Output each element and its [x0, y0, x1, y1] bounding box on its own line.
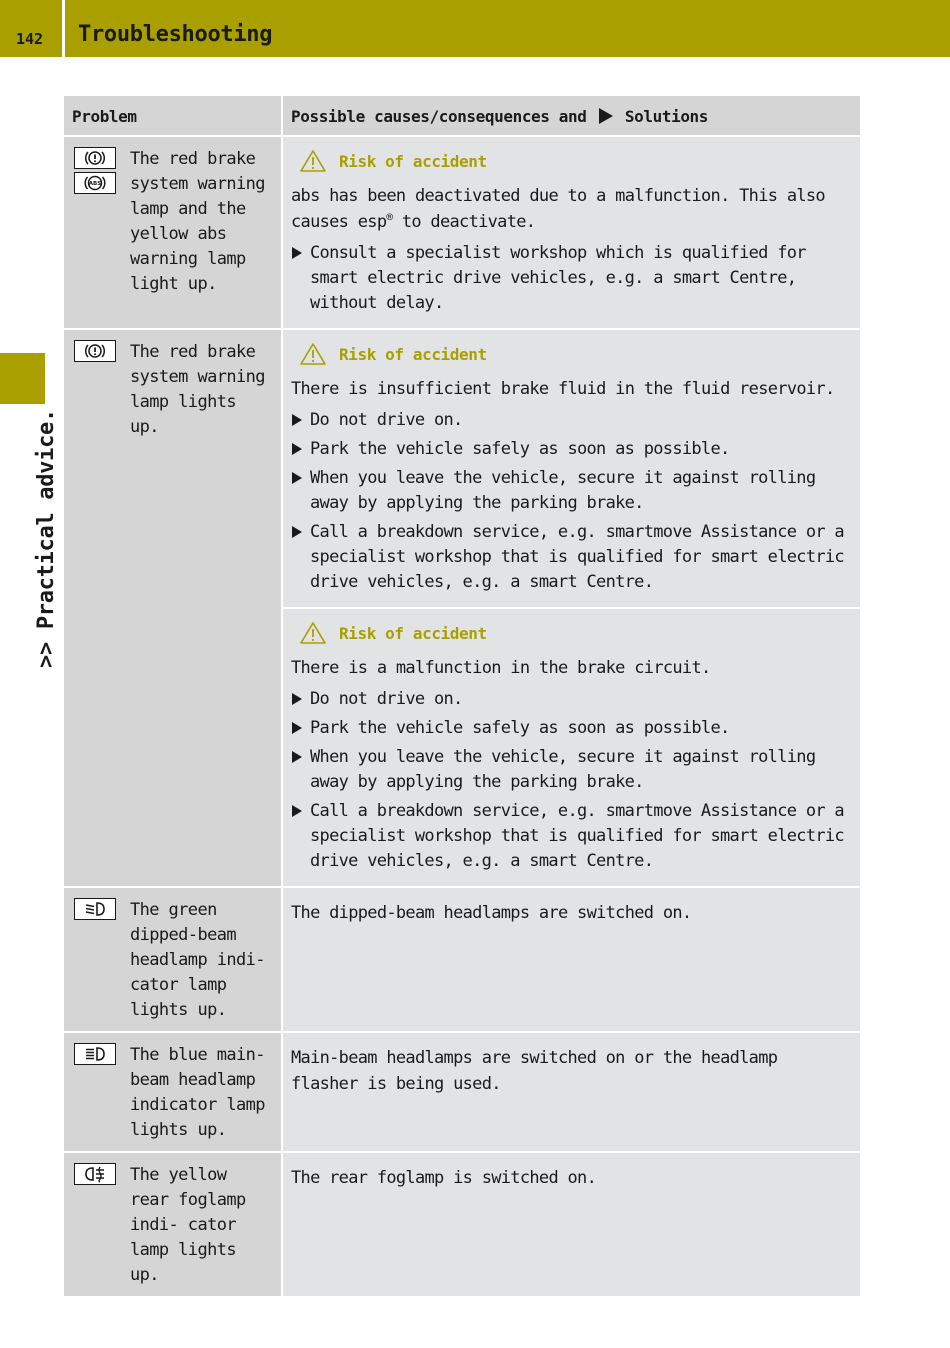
warning-heading	[299, 342, 852, 366]
solution-cell	[282, 329, 860, 608]
solution-text-part: abs has been deactivated due to a malfunction. This also causes esp	[291, 186, 825, 232]
solution-cell	[282, 608, 860, 887]
table-row	[64, 887, 860, 1032]
column-header-problem: Problem	[64, 96, 282, 136]
problem-text: The blue main- beam headlamp indicator lamp lights up.	[130, 1045, 265, 1140]
svg-text:ABS: ABS	[88, 181, 102, 187]
problem-text: The red brake system warning lamp and the yellow abs warning lamp light up.	[130, 149, 265, 294]
solution-step: When you leave the vehicle, secure it against rolling away by applying the parking brake.	[291, 745, 852, 795]
problem-cell	[64, 136, 282, 329]
rear-foglamp-icon	[74, 1163, 116, 1185]
solution-text	[291, 183, 852, 235]
table-row	[64, 136, 860, 329]
table-header-row	[64, 96, 860, 136]
header-divider	[62, 0, 65, 57]
problem-text: The green dipped-beam headlamp indi- cator lamp lights up.	[130, 900, 265, 1020]
problem-cell	[64, 887, 282, 1032]
solution-step: Do not drive on.	[291, 687, 852, 712]
solution-step: Call a breakdown service, e.g. smartmove Assistance or a specialist workshop that is qualified for smart electric drive vehicles, e.g. a smart Centre.	[291, 799, 852, 874]
side-tab-marker	[0, 353, 45, 404]
solution-steps	[291, 241, 852, 316]
warning-triangle-icon	[299, 621, 327, 645]
warning-label: Risk of accident	[339, 151, 487, 171]
section-title: Troubleshooting	[78, 22, 273, 47]
problem-cell	[64, 1152, 282, 1297]
registered-mark: ®	[386, 210, 393, 224]
side-section-label: >> Practical advice.	[34, 409, 59, 668]
solution-text-part: to deactivate.	[392, 212, 536, 232]
solution-cell	[282, 1032, 860, 1152]
solution-cell	[282, 1152, 860, 1297]
solution-steps	[291, 687, 852, 874]
solution-cell	[282, 887, 860, 1032]
solution-text: There is insufficient brake fluid in the fluid reservoir.	[291, 379, 835, 399]
warning-label: Risk of accident	[339, 623, 487, 643]
troubleshooting-table	[64, 96, 860, 1298]
solution-step: Park the vehicle safely as soon as possible.	[291, 437, 852, 462]
brake-warning-icon	[74, 147, 116, 169]
column-header-solutions-label: Solutions	[624, 107, 709, 126]
problem-cell	[64, 1032, 282, 1152]
problem-text: The red brake system warning lamp lights up.	[130, 342, 265, 437]
abs-warning-icon	[74, 172, 116, 194]
warning-heading	[299, 621, 852, 645]
warning-triangle-icon	[299, 149, 327, 173]
problem-cell	[64, 329, 282, 887]
solution-steps	[291, 408, 852, 595]
warning-label: Risk of accident	[339, 344, 487, 364]
main-beam-icon	[74, 1043, 116, 1065]
solution-text: Main-beam headlamps are switched on or the headlamp flasher is being used.	[291, 1048, 778, 1094]
solution-step: Call a breakdown service, e.g. smartmove Assistance or a specialist workshop that is qualified for smart electric drive vehicles, e.g. a smart Centre.	[291, 520, 852, 595]
problem-text: The yellow rear foglamp indi- cator lamp lights up.	[130, 1165, 246, 1285]
table-row	[64, 329, 860, 608]
solution-step: When you leave the vehicle, secure it against rolling away by applying the parking brake.	[291, 466, 852, 516]
solution-step: Park the vehicle safely as soon as possible.	[291, 716, 852, 741]
table-row	[64, 1032, 860, 1152]
table-row	[64, 1152, 860, 1297]
page-number: 142	[16, 30, 44, 48]
warning-triangle-icon	[299, 342, 327, 366]
column-header-causes: Possible causes/consequences and	[291, 107, 587, 126]
solution-text: There is a malfunction in the brake circuit.	[291, 658, 711, 678]
solution-text: The dipped-beam headlamps are switched on.	[291, 903, 692, 923]
solution-step: Do not drive on.	[291, 408, 852, 433]
column-header-solutions	[282, 96, 860, 136]
solution-step: Consult a specialist workshop which is qualified for smart electric drive vehicles, e.g. a smart Centre, without delay.	[291, 241, 852, 316]
solution-cell	[282, 136, 860, 329]
warning-heading	[299, 149, 852, 173]
solution-text: The rear foglamp is switched on.	[291, 1168, 597, 1188]
arrow-icon	[599, 108, 613, 124]
brake-warning-icon	[74, 340, 116, 362]
dipped-beam-icon	[74, 898, 116, 920]
